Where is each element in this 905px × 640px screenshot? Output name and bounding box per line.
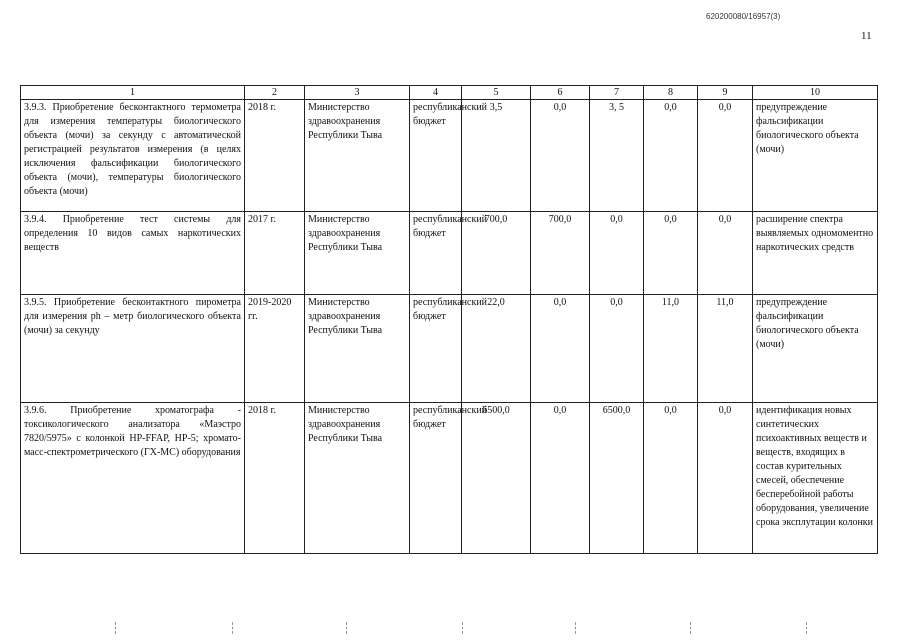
- column-header: 7: [590, 86, 644, 100]
- program-measures-table: [20, 85, 878, 554]
- funding-2019: 11,0: [644, 295, 698, 403]
- measure-executor: Министерство здравоохранения Республики Тыва: [305, 212, 410, 295]
- funding-2017: 0,0: [531, 295, 590, 403]
- funding-2020: 0,0: [698, 100, 753, 212]
- column-header: 8: [644, 86, 698, 100]
- expected-result: предупреждение фальсификации биологического объекта (мочи): [753, 100, 878, 212]
- scan-footer-marks: [0, 622, 905, 636]
- table-row: [21, 403, 878, 554]
- funding-2017: 0,0: [531, 100, 590, 212]
- funding-2019: 0,0: [644, 100, 698, 212]
- table-row: [21, 212, 878, 295]
- scan-mark: [115, 622, 117, 634]
- funding-source: республиканский бюджет: [410, 295, 462, 403]
- scan-mark: [690, 622, 692, 634]
- measure-period: 2018 г.: [245, 403, 305, 554]
- scan-mark: [806, 622, 808, 634]
- page-number: 11: [861, 30, 872, 42]
- column-header: 4: [410, 86, 462, 100]
- measure-executor: Министерство здравоохранения Республики Тыва: [305, 295, 410, 403]
- column-header: 1: [21, 86, 245, 100]
- column-header: 6: [531, 86, 590, 100]
- expected-result: идентификация новых синтетических психоактивных веществ и веществ, входящих в состав курительных смесей, обеспечение бесперебойной работы оборудования, увеличение срока эксплутации колонки: [753, 403, 878, 554]
- funding-2020: 11,0: [698, 295, 753, 403]
- funding-total: 22,0: [462, 295, 531, 403]
- funding-total: 3,5: [462, 100, 531, 212]
- measure-description: 3.9.6. Приобретение хроматографа - токсикологического анализатора «Маэстро 7820/5975» с колонкой HP-FFAP, HP-5; хромато-масс-спектрометрического (ГХ-МС) оборудования: [21, 403, 245, 554]
- funding-2017: 0,0: [531, 403, 590, 554]
- scan-mark: [232, 622, 234, 634]
- funding-2019: 0,0: [644, 403, 698, 554]
- scan-mark: [346, 622, 348, 634]
- funding-2018: 0,0: [590, 212, 644, 295]
- document-id: 620200080/16957(3): [706, 12, 781, 21]
- funding-2018: 0,0: [590, 295, 644, 403]
- column-header: 9: [698, 86, 753, 100]
- measure-description: 3.9.3. Приобретение бесконтактного термометра для измерения температуры биологического объекта (мочи) за секунду с автоматической регистрацией результатов измерения (в целях исключения фальсификации биологического объекта (мочи), температуры биологического объекта (мочи): [21, 100, 245, 212]
- funding-source: республиканский бюджет: [410, 100, 462, 212]
- measure-period: 2019-2020 гг.: [245, 295, 305, 403]
- table-row: [21, 100, 878, 212]
- table-row: [21, 295, 878, 403]
- measure-executor: Министерство здравоохранения Республики Тыва: [305, 100, 410, 212]
- funding-2018: 3, 5: [590, 100, 644, 212]
- funding-2017: 700,0: [531, 212, 590, 295]
- measure-period: 2018 г.: [245, 100, 305, 212]
- funding-total: 700,0: [462, 212, 531, 295]
- funding-2018: 6500,0: [590, 403, 644, 554]
- table-header-row: [21, 86, 878, 100]
- funding-2020: 0,0: [698, 212, 753, 295]
- funding-total: 6500,0: [462, 403, 531, 554]
- funding-source: республиканский бюджет: [410, 212, 462, 295]
- funding-2019: 0,0: [644, 212, 698, 295]
- funding-2020: 0,0: [698, 403, 753, 554]
- measure-description: 3.9.5. Приобретение бесконтактного пирометра для измерения ph – метр биологического объекта (мочи) за секунду: [21, 295, 245, 403]
- measure-description: 3.9.4. Приобретение тест системы для определения 10 видов самых наркотических веществ: [21, 212, 245, 295]
- expected-result: расширение спектра выявляемых одномоментно наркотических средств: [753, 212, 878, 295]
- column-header: 10: [753, 86, 878, 100]
- measure-executor: Министерство здравоохранения Республики Тыва: [305, 403, 410, 554]
- scan-mark: [462, 622, 464, 634]
- column-header: 5: [462, 86, 531, 100]
- measure-period: 2017 г.: [245, 212, 305, 295]
- scan-mark: [575, 622, 577, 634]
- expected-result: предупреждение фальсификации биологического объекта (мочи): [753, 295, 878, 403]
- funding-source: республиканский бюджет: [410, 403, 462, 554]
- column-header: 2: [245, 86, 305, 100]
- column-header: 3: [305, 86, 410, 100]
